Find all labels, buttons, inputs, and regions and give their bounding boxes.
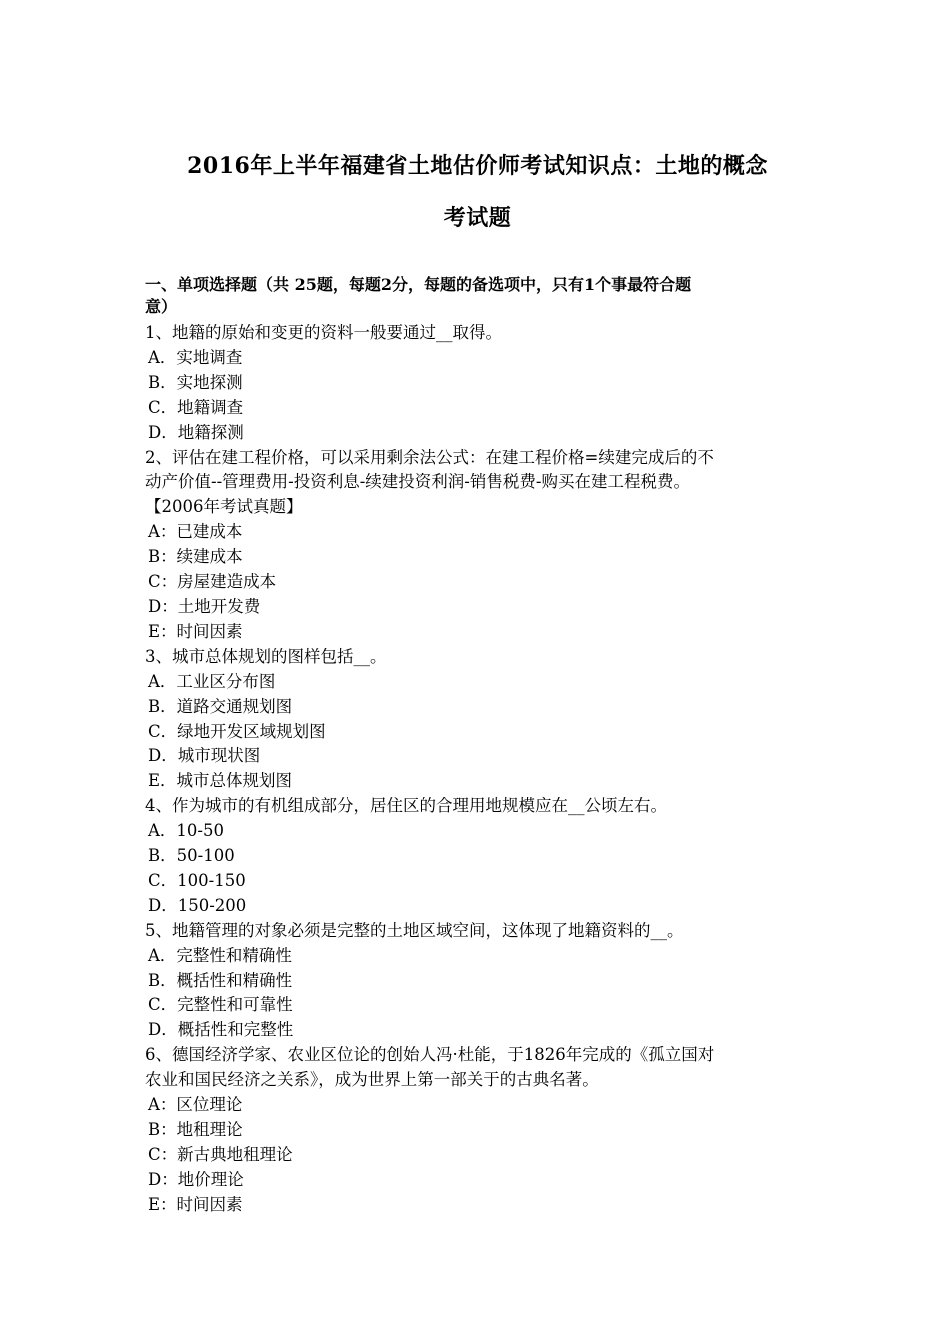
option-a: A．实地调查: [148, 347, 243, 367]
option-e: E：时间因素: [148, 1194, 243, 1214]
option-c: C．地籍调查: [148, 397, 244, 417]
question-stem: 1、地籍的原始和变更的资料一般要通过__取得。: [145, 323, 502, 342]
question-stem: 4、作为城市的有机组成部分，居住区的合理用地规模应在__公顷左右。: [145, 796, 667, 816]
option-b: B．概括性和精确性: [148, 970, 293, 990]
title-line-2: 考试题: [443, 205, 512, 231]
option-a: A．工业区分布图: [148, 671, 276, 691]
option-b: B．实地探测: [148, 372, 243, 392]
question-stem: 3、城市总体规划的图样包括__。: [145, 646, 387, 666]
option-d: D．城市现状图: [148, 746, 261, 766]
document-page: [145, 140, 810, 1218]
option-d: D：土地开发费: [148, 596, 261, 616]
option-a: A．10-50: [148, 821, 224, 841]
question-2: [145, 446, 810, 645]
question-1: [145, 321, 810, 446]
option-c: C．完整性和可靠性: [148, 995, 293, 1015]
option-c: C：房屋建造成本: [148, 572, 277, 592]
option-d: D．150-200: [148, 895, 247, 915]
section-heading-line-2: 意）: [145, 297, 178, 316]
option-a: A．完整性和精确性: [148, 945, 292, 965]
question-source-note: 【2006年考试真题】: [145, 497, 303, 517]
option-b: B：地租理论: [148, 1120, 243, 1139]
question-stem: 2、评估在建工程价格，可以采用剩余法公式：在建工程价格=续建完成后的不: [145, 447, 714, 467]
title-line-1: 2016年上半年福建省土地估价师考试知识点：土地的概念: [187, 153, 768, 179]
option-a: A：区位理论: [148, 1095, 243, 1115]
option-e: E：时间因素: [148, 621, 243, 641]
question-3: [145, 645, 810, 794]
option-d: D．概括性和完整性: [148, 1020, 294, 1040]
section-heading-line-1: 一、单项选择题（共 25题，每题2分，每题的备选项中，只有1个事最符合题: [145, 275, 692, 294]
question-stem-continued: 农业和国民经济之关系》，成为世界上第一部关于的古典名著。: [145, 1070, 599, 1090]
section-heading: [145, 274, 810, 318]
question-4: [145, 794, 810, 919]
option-d: D．地籍探测: [148, 422, 244, 442]
option-b: B．道路交通规划图: [148, 696, 293, 716]
option-c: C．绿地开发区域规划图: [148, 721, 326, 741]
question-stem-continued: 动产价值--管理费用-投资利息-续建投资利润-销售税费-购买在建工程税费。: [145, 472, 690, 492]
question-5: [145, 919, 810, 1044]
option-a: A：已建成本: [148, 522, 243, 542]
document-title: [145, 140, 810, 244]
option-e: E．城市总体规划图: [148, 771, 293, 791]
option-b: B．50-100: [148, 846, 235, 866]
option-d: D：地价理论: [148, 1169, 244, 1189]
question-stem: 5、地籍管理的对象必须是完整的土地区域空间，这体现了地籍资料的__。: [145, 920, 684, 940]
question-6: [145, 1043, 810, 1217]
question-stem: 6、德国经济学家、农业区位论的创始人冯·杜能，于1826年完成的《孤立国对: [145, 1045, 715, 1065]
option-b: B：续建成本: [148, 547, 243, 567]
option-c: C．100-150: [148, 870, 246, 890]
option-c: C：新古典地租理论: [148, 1144, 293, 1164]
